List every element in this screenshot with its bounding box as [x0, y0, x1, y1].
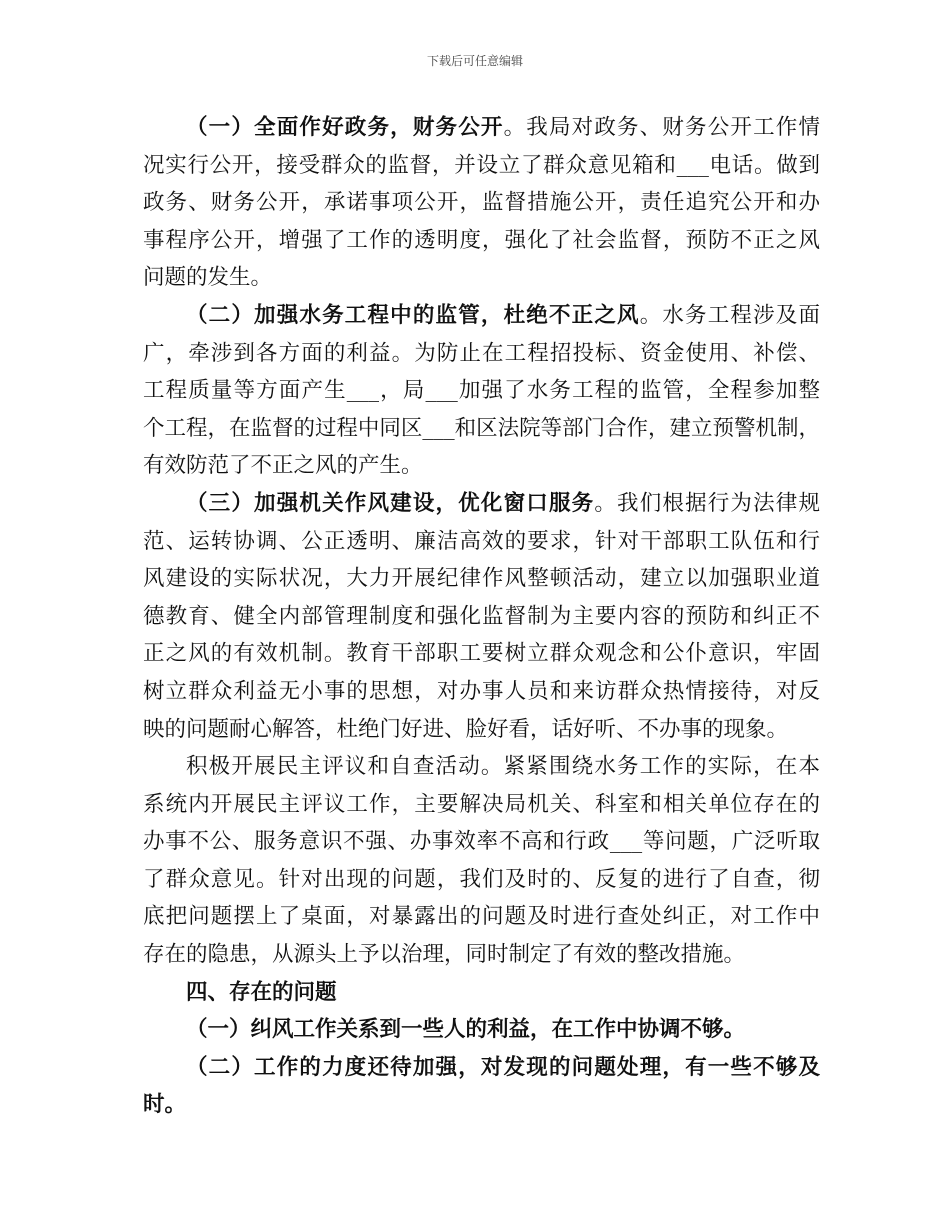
- section-2-heading: （二）加强水务工程中的监管，杜绝不正之风: [186, 302, 640, 328]
- paragraph-1-line-2: [143, 147, 820, 185]
- text-run: 树立群众利益无小事的思想，对办事人员和来访群众热情接待，对反: [143, 678, 820, 704]
- paragraph-4-line-5: [143, 898, 820, 936]
- paragraph-2-line-3: [143, 372, 820, 410]
- text-run: 。我们根据行为法律规: [594, 490, 820, 516]
- paragraph-2-line-4: [143, 410, 820, 448]
- section-1-heading: （一）全面作好政务，财务公开: [186, 115, 504, 140]
- text-run: 问题的发生。: [143, 265, 273, 291]
- text-run: 况实行公开，接受群众的监督，并设立了群众意见箱和___电话。做到: [143, 152, 820, 178]
- text-run: 办事不公、服务意识不强、办事效率不高和行政___等问题，广泛听取: [143, 829, 820, 855]
- text-run: 广，牵涉到各方面的利益。为防止在工程招投标、资金使用、补偿、: [143, 340, 820, 366]
- problem-item-1: [143, 1011, 820, 1049]
- text-run: 工程质量等方面产生___，局___加强了水务工程的监管，全程参加整: [143, 378, 820, 404]
- paragraph-2-line-1: [143, 297, 820, 335]
- text-run: 范、运转协调、公正透明、廉洁高效的要求，针对干部职工队伍和行: [143, 528, 820, 554]
- text-run: 正之风的有效机制。教育干部职工要树立群众观念和公仆意识，牢固: [143, 641, 820, 667]
- paragraph-3-line-4: [143, 598, 820, 636]
- text-run: 积极开展民主评议和自查活动。紧紧围绕水务工作的实际，在本: [186, 754, 820, 780]
- paragraph-3-line-2: [143, 523, 820, 561]
- text-run: 底把问题摆上了桌面，对暴露出的问题及时进行查处纠正，对工作中: [143, 904, 820, 930]
- problem-text: （一）纠风工作关系到一些人的利益，在工作中协调不够。: [186, 1017, 746, 1043]
- text-run: 。我局对政务、财务公开工作情: [503, 115, 820, 140]
- text-run: 德教育、健全内部管理制度和强化监督制为主要内容的预防和纠正不: [143, 603, 820, 629]
- text-run: 风建设的实际状况，大力开展纪律作风整顿活动，建立以加强职业道: [143, 566, 820, 592]
- paragraph-2-line-5: [143, 447, 820, 485]
- paragraph-2-line-2: [143, 335, 820, 373]
- text-run: 映的问题耐心解答，杜绝门好进、脸好看，话好听、不办事的现象。: [143, 716, 789, 742]
- problem-item-2-line-2: [143, 1086, 820, 1124]
- text-run: 。水务工程涉及面: [639, 302, 820, 328]
- paragraph-3-line-5: [143, 635, 820, 673]
- paragraph-4-line-6: [143, 936, 820, 974]
- paragraph-1-line-4: [143, 222, 820, 260]
- document-body: [143, 109, 820, 1124]
- text-run: 了群众意见。针对出现的问题，我们及时的、反复的进行了自查，彻: [143, 866, 820, 892]
- text-run: 有效防范了不正之风的产生。: [143, 453, 423, 479]
- paragraph-3-line-3: [143, 560, 820, 598]
- section-heading-problems: [143, 974, 820, 1012]
- text-run: 政务、财务公开，承诺事项公开，监督措施公开，责任追究公开和办: [143, 190, 820, 216]
- paragraph-4-line-1: [143, 748, 820, 786]
- text-run: 存在的隐患，从源头上予以治理，同时制定了有效的整改措施。: [143, 942, 746, 968]
- text-run: 个工程，在监督的过程中同区___和区法院等部门合作，建立预警机制，: [143, 415, 820, 441]
- text-run: 事程序公开，增强了工作的透明度，强化了社会监督，预防不正之风: [143, 227, 820, 253]
- text-run: 系统内开展民主评议工作，主要解决局机关、科室和相关单位存在的: [143, 791, 820, 817]
- paragraph-4-line-2: [143, 786, 820, 824]
- paragraph-3-line-6: [143, 673, 820, 711]
- paragraph-4-line-3: [143, 823, 820, 861]
- problem-text: 时。: [143, 1092, 187, 1118]
- problem-text: （二）工作的力度还待加强，对发现的问题处理，有一些不够及: [186, 1054, 820, 1080]
- paragraph-1-line-1: [143, 109, 820, 147]
- paragraph-3-line-1: [143, 485, 820, 523]
- paragraph-1-line-3: [143, 184, 820, 222]
- heading-text: 四、存在的问题: [186, 979, 337, 1005]
- paragraph-4-line-4: [143, 861, 820, 899]
- page-header: 下载后可任意编辑: [426, 54, 523, 68]
- paragraph-3-line-7: [143, 711, 820, 749]
- problem-item-2-line-1: [143, 1049, 820, 1087]
- section-3-heading: （三）加强机关作风建设，优化窗口服务: [186, 490, 595, 516]
- paragraph-1-line-5: [143, 259, 820, 297]
